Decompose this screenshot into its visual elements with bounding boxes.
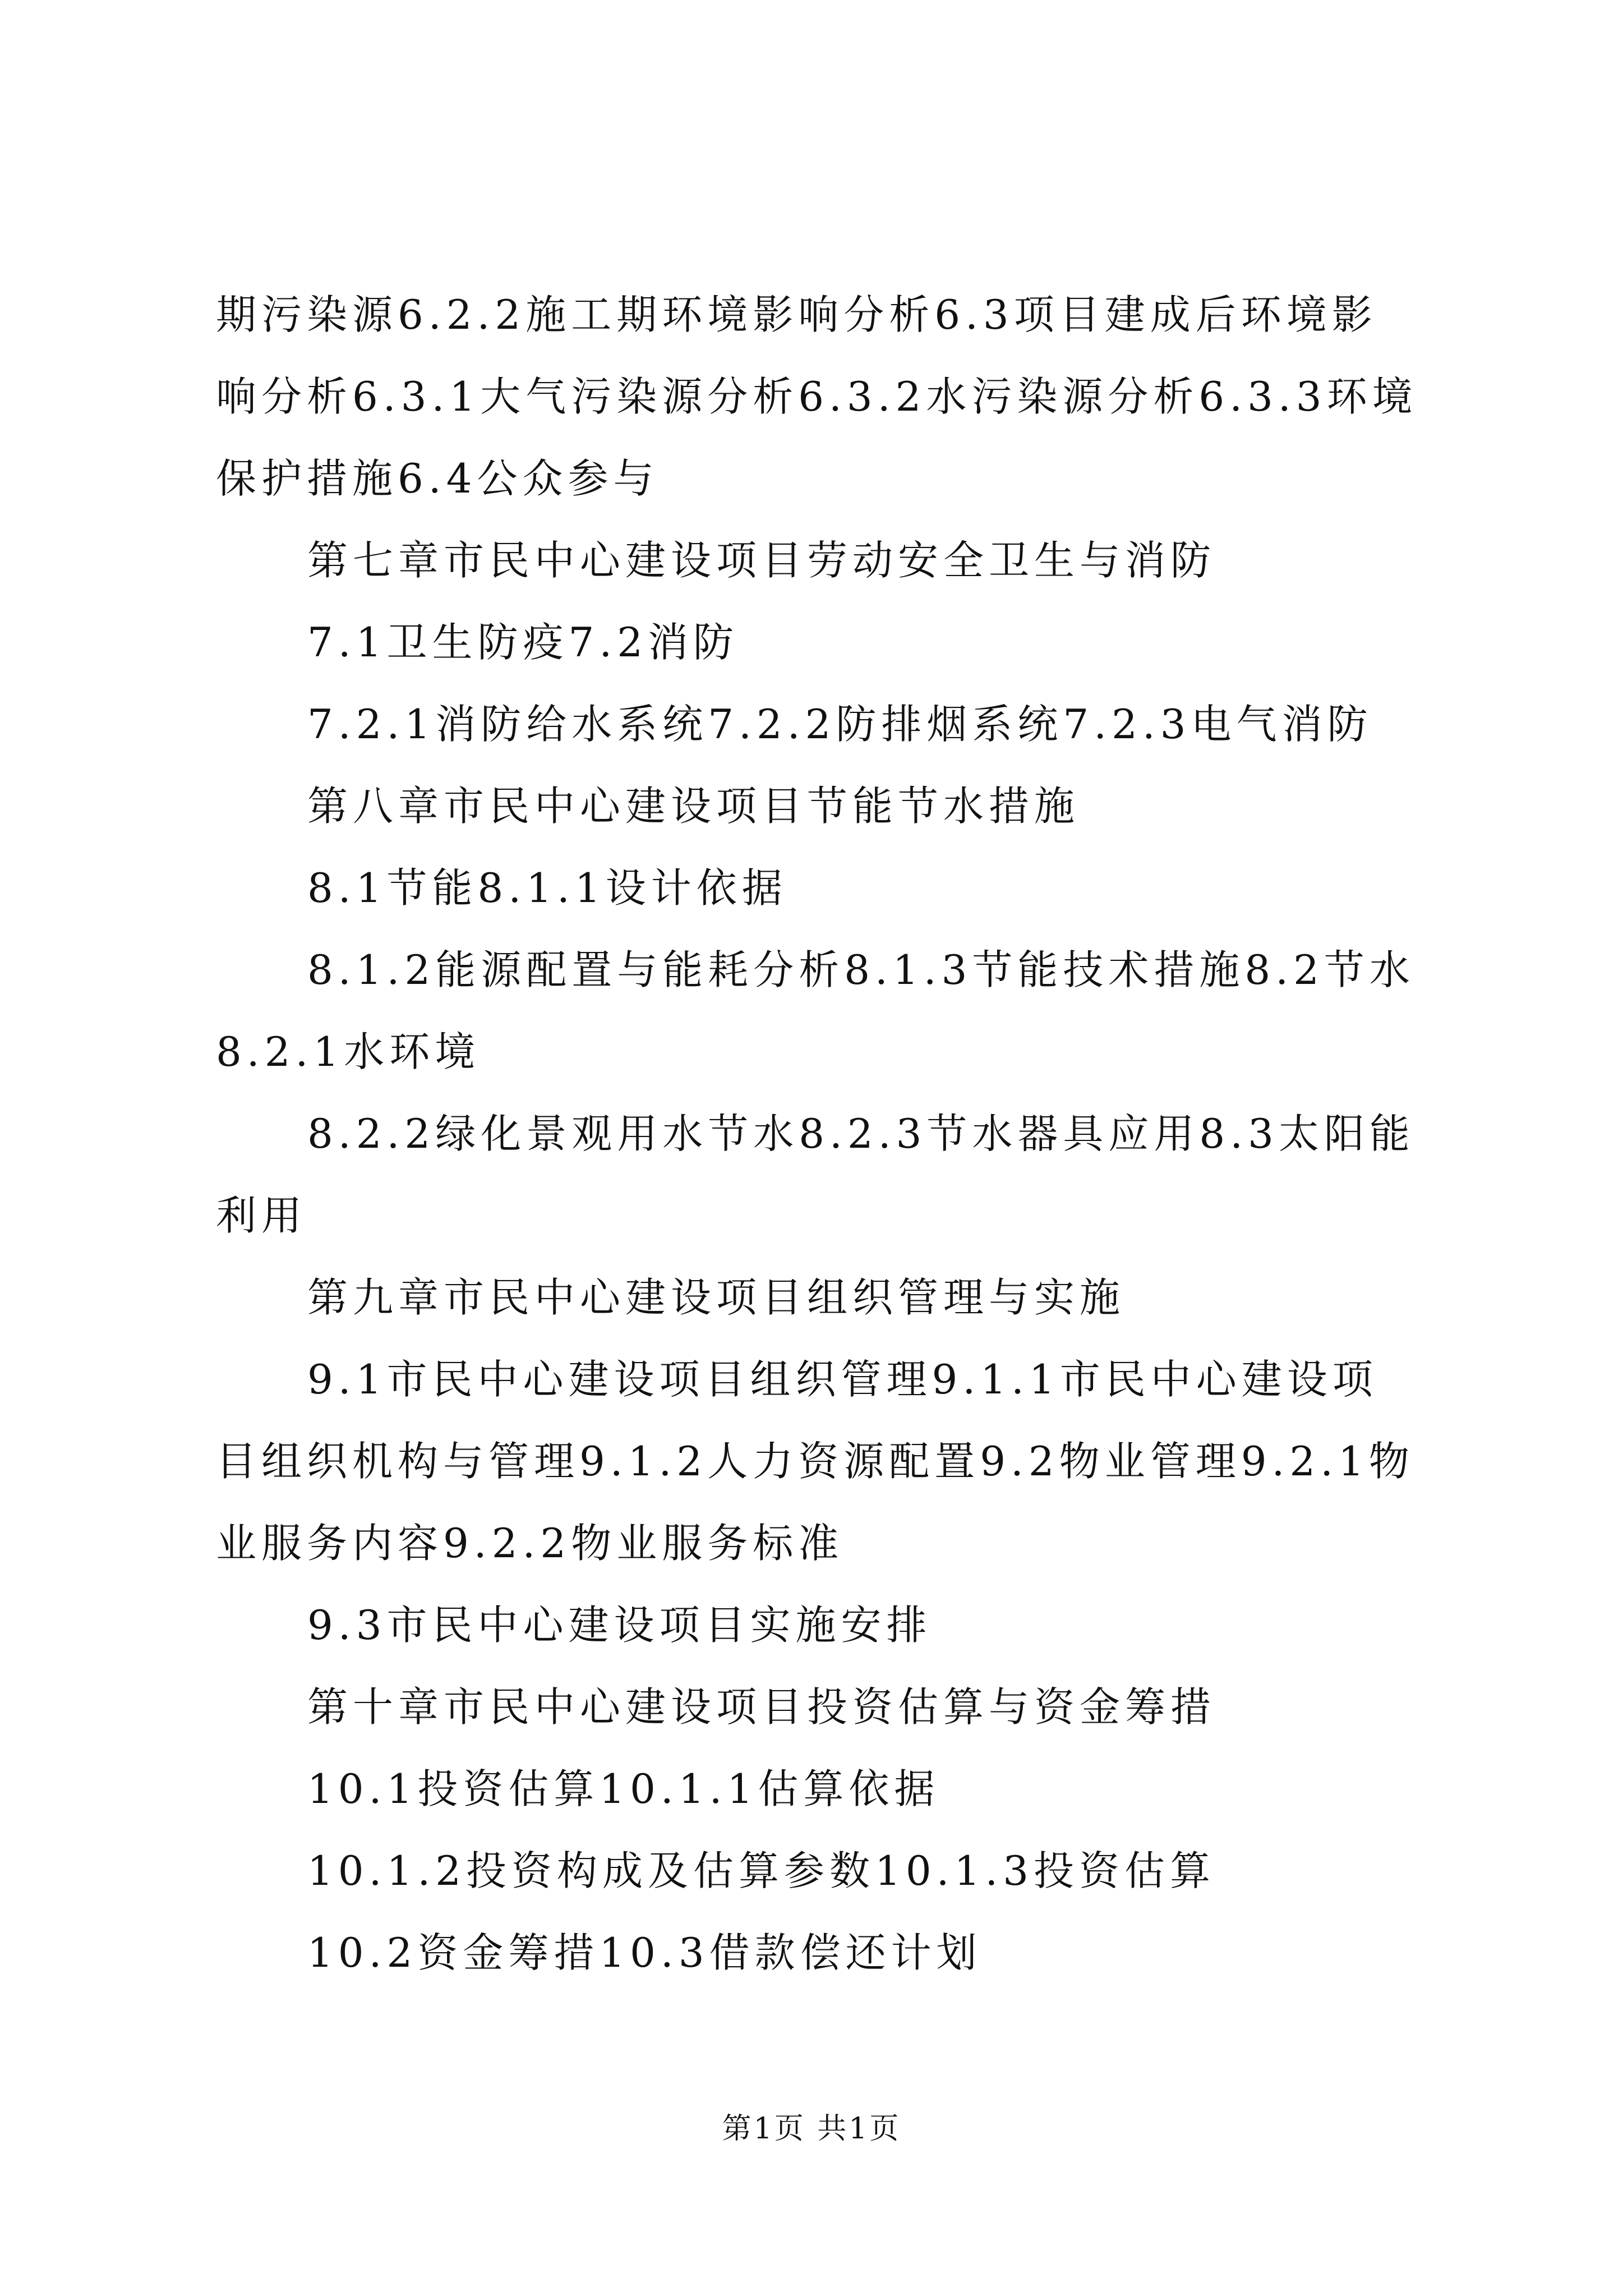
chapter-heading: 第八章市民中心建设项目节能节水措施 (307, 783, 1080, 830)
paragraph: 9.1市民中心建设项目组织管理9.1.1市民中心建设项目组织机构与管理9.1.2人力资源配置9.2物业管理9.2.1物业服务内容9.2.2物业服务标准 (216, 1356, 1414, 1567)
paragraph: 10.1投资估算10.1.1估算依据 (307, 1765, 940, 1812)
chapter-heading: 第七章市民中心建设项目劳动安全卫生与消防 (307, 537, 1216, 584)
paragraph: 8.1节能8.1.1设计依据 (307, 864, 787, 912)
document-body (216, 274, 1422, 1994)
paragraph: 10.1.2投资构成及估算参数10.1.3投资估算 (307, 1847, 1216, 1894)
paragraph: 8.2.2绿化景观用水节水8.2.3节水器具应用8.3太阳能利用 (216, 1110, 1415, 1239)
chapter-heading: 第九章市民中心建设项目组织管理与实施 (307, 1274, 1126, 1321)
chapter-heading: 第十章市民中心建设项目投资估算与资金筹措 (307, 1683, 1216, 1731)
paragraph: 期污染源6.2.2施工期环境影响分析6.3项目建成后环境影响分析6.3.1大气污染源分析6.3.2水污染源分析6.3.3环境保护措施6.4公众参与 (216, 291, 1418, 502)
paragraph: 7.2.1消防给水系统7.2.2防排烟系统7.2.3电气消防 (307, 701, 1373, 748)
paragraph: 8.1.2能源配置与能耗分析8.1.3节能技术措施8.2节水8.2.1水环境 (216, 946, 1415, 1075)
paragraph: 9.3市民中心建设项目实施安排 (307, 1602, 932, 1649)
paragraph: 7.1卫生防疫7.2消防 (307, 619, 739, 666)
page-footer: 第1页 共1页 (722, 2112, 901, 2146)
paragraph: 10.2资金筹措10.3借款偿还计划 (307, 1929, 982, 1976)
